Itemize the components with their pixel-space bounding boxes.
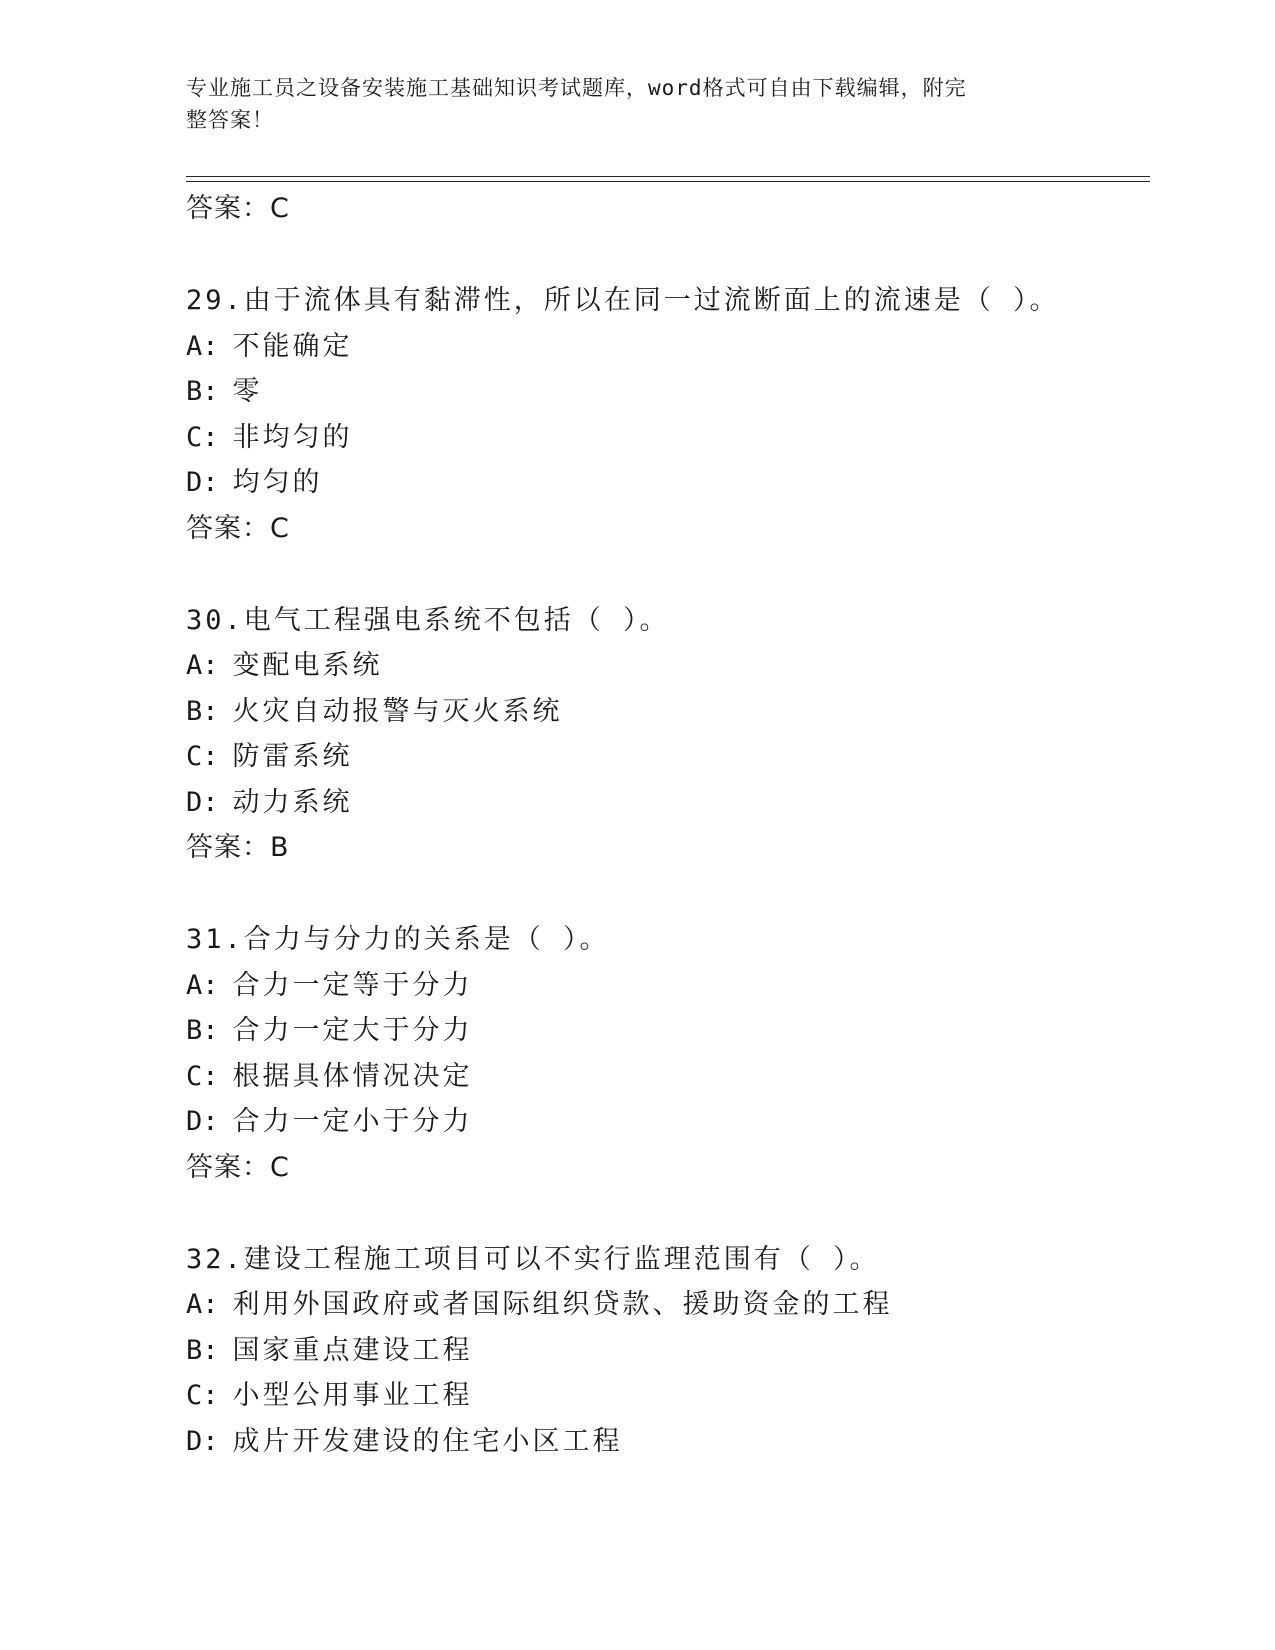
question-32 (186, 1237, 1150, 1465)
option-key: C: (186, 741, 219, 772)
option-key: A: (186, 330, 219, 362)
option-key: C: (186, 1380, 219, 1411)
option-key: A: (186, 650, 219, 681)
answer-line: 答案：C (186, 512, 290, 544)
option-text: 小型公用事业工程 (232, 1380, 473, 1411)
option-text: 不能确定 (232, 330, 353, 362)
option-key: D: (186, 786, 219, 818)
option-key: A: (186, 1289, 219, 1320)
option-key: D: (186, 1106, 219, 1137)
option-c (186, 1054, 1150, 1100)
answer-line: 答案：B (186, 832, 290, 863)
option-key: A: (186, 969, 219, 1001)
option-b (186, 1008, 1150, 1054)
option-text: 利用外国政府或者国际组织贷款、援助资金的工程 (232, 1289, 893, 1320)
question-stem: 30.电气工程强电系统不包括（ ）。 (186, 604, 670, 636)
option-text: 根据具体情况决定 (232, 1060, 473, 1092)
option-d (186, 1419, 1150, 1465)
question-30 (186, 598, 1150, 872)
option-a (186, 963, 1150, 1009)
option-a (186, 643, 1150, 689)
header-divider-bottom (186, 181, 1150, 182)
question-29 (186, 278, 1150, 552)
option-text: 国家重点建设工程 (232, 1334, 473, 1366)
option-text: 变配电系统 (232, 650, 383, 681)
question-31 (186, 917, 1150, 1191)
answer-line: 答案：C (186, 1151, 290, 1183)
option-b (186, 369, 1150, 415)
option-key: C: (186, 1060, 219, 1092)
option-b (186, 1328, 1150, 1374)
option-text: 合力一定大于分力 (232, 1015, 473, 1046)
option-text: 合力一定等于分力 (232, 969, 473, 1001)
option-key: D: (186, 467, 219, 498)
option-d (186, 460, 1150, 506)
option-c (186, 1373, 1150, 1419)
question-stem: 32.建设工程施工项目可以不实行监理范围有（ ）。 (186, 1243, 880, 1275)
option-c (186, 415, 1150, 461)
question-list (186, 186, 1150, 1464)
option-c (186, 734, 1150, 780)
option-text: 火灾自动报警与灭火系统 (232, 695, 563, 727)
answer-line: 答案：C (186, 193, 290, 224)
option-text: 防雷系统 (232, 741, 353, 772)
document-header (186, 72, 1066, 136)
header-divider-top (186, 176, 1150, 177)
option-d (186, 780, 1150, 826)
option-key: B: (186, 695, 219, 727)
option-a (186, 1282, 1150, 1328)
option-key: B: (186, 1015, 219, 1046)
option-key: B: (186, 376, 219, 407)
header-line-2: 整答案！ (186, 108, 274, 132)
option-text: 非均匀的 (232, 421, 353, 453)
option-key: D: (186, 1425, 219, 1457)
header-line-1: 专业施工员之设备安装施工基础知识考试题库，word格式可自由下载编辑，附完 (186, 76, 967, 100)
option-key: B: (186, 1334, 219, 1366)
option-text: 均匀的 (232, 467, 323, 498)
option-text: 合力一定小于分力 (232, 1106, 473, 1137)
question-stem: 29.由于流体具有黏滞性，所以在同一过流断面上的流速是（ ）。 (186, 285, 1060, 316)
option-text: 动力系统 (232, 786, 353, 818)
option-text: 零 (232, 376, 263, 407)
question-stem: 31.合力与分力的关系是（ ）。 (186, 924, 610, 955)
option-key: C: (186, 421, 219, 453)
option-b (186, 689, 1150, 735)
option-a (186, 324, 1150, 370)
option-text: 成片开发建设的住宅小区工程 (232, 1425, 623, 1457)
option-d (186, 1099, 1150, 1145)
